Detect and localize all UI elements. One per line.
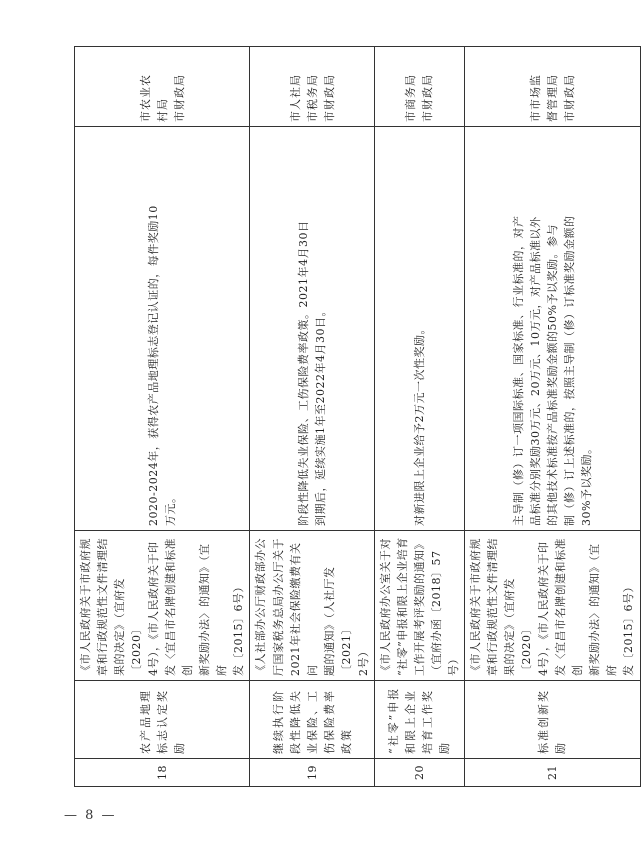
basis-line: 2号） [356,645,370,676]
basis-line: 果的决定》（宜府发〔2020〕 [113,578,144,676]
basis-line: 章和行政规范性文件清理结 [96,538,110,676]
basis-line: 发〔2015〕6号） [232,581,246,676]
dept-line: 市市场监 [528,74,542,122]
policy-content [465,127,640,531]
content-line: 阶段性降低失业保险、工伤保险费率政策。2021年4月30日 [297,220,311,526]
responsible-dept [465,47,640,127]
row-number: 18 [75,759,250,787]
policy-name: 农产品地理标志认定奖励 [75,681,250,759]
basis-line: 工作开展考评奖励的通知》 [412,538,426,676]
policy-name: 继续执行阶段性降低失业保险、工伤保险费率政策 [250,681,374,759]
content-line: 对新进限上企业给予2万元一次性奖励。 [412,323,426,526]
basis-line: 发〈宜昌市名牌创建和标准创 [164,538,195,676]
basis-line: 发〈宜昌市名牌创建和标准创 [554,538,585,676]
basis-line: 4号），《市人民政府关于印 [147,541,161,676]
basis-line: 4号），《市人民政府关于印 [537,541,551,676]
row-number: 21 [465,759,640,787]
basis-line: “社零”申报和限上企业培育 [395,537,409,676]
basis-line: （宜府办函〔2018〕57号） [429,550,460,676]
basis-line: 新奖励办法〉的通知》（宜府 [588,543,619,676]
basis-line: 《市人民政府关于市政府规 [79,538,92,676]
row-number: 19 [250,759,374,787]
basis-line: 发〔2015〕6号） [622,581,636,676]
policy-name: “社零”申报和限上企业培育工作奖励 [374,681,464,759]
page-number: — 8 — [64,808,117,823]
content-line: 到期后，延续实施1年至2022年4月30日。 [314,305,328,526]
basis-line: 《市人民政府办公室关于对 [378,538,392,676]
policy-basis [374,531,464,681]
dept-line: 村局 [155,98,169,122]
content-line: 2020-2024年，获得农产品地理标志登记认证的，每件奖励10 [147,205,161,526]
basis-line: 厅国家税务总局办公厅关于 [271,538,285,676]
dept-line: 市税务局 [305,74,319,122]
responsible-dept [250,47,374,127]
content-line: 制（修）订上述标准的，按照主导制（修）订标准奖励金额的 [562,215,576,526]
table-row [250,47,374,787]
dept-line: 市财政局 [421,74,435,122]
dept-line: 市农业农 [138,74,152,122]
table-row [75,47,250,787]
dept-line: 市人社局 [288,74,302,122]
policy-content [374,127,464,531]
policy-name: 标准创新奖励 [465,681,640,759]
table-row [374,47,464,787]
content-line: 的其他技术标准按产品标准奖励金额的50%予以奖励。参与 [545,224,559,526]
row-number: 20 [374,759,464,787]
content-line: 30%予以奖励。 [579,442,593,526]
policy-table-rotated [74,47,636,787]
basis-line: 果的决定》（宜府发〔2020〕 [503,578,534,676]
dept-line: 督管理局 [545,74,559,122]
dept-line: 市财政局 [562,74,576,122]
responsible-dept [374,47,464,127]
content-line: 主导制（修）订一项国际标准、国家标准、行业标准的，对产 [511,215,525,526]
basis-line: 《人社部办公厅财政部办公 [254,538,268,676]
basis-line: 《市人民政府关于市政府规 [469,538,483,676]
basis-line: 2021年社会保险缴费有关问 [288,542,319,676]
content-line: 品标准分别奖励30万元、20万元、10万元，对产品标准以外 [528,216,542,526]
policy-table [74,46,641,787]
basis-line: 章和行政规范性文件清理结 [486,538,500,676]
basis-line: 新奖励办法〉的通知》（宜府 [198,543,229,676]
policy-content [250,127,374,531]
dept-line: 市财政局 [172,74,186,122]
dept-line: 市财政局 [322,74,336,122]
table-row [465,47,640,787]
responsible-dept [75,47,250,127]
policy-basis [465,531,640,681]
basis-line: 题的通知》（人社厅发〔2021〕 [322,566,353,676]
dept-line: 市商务局 [404,74,418,122]
content-line: 万元。 [164,491,178,526]
policy-basis [75,531,250,681]
policy-content [75,127,250,531]
policy-basis [250,531,374,681]
